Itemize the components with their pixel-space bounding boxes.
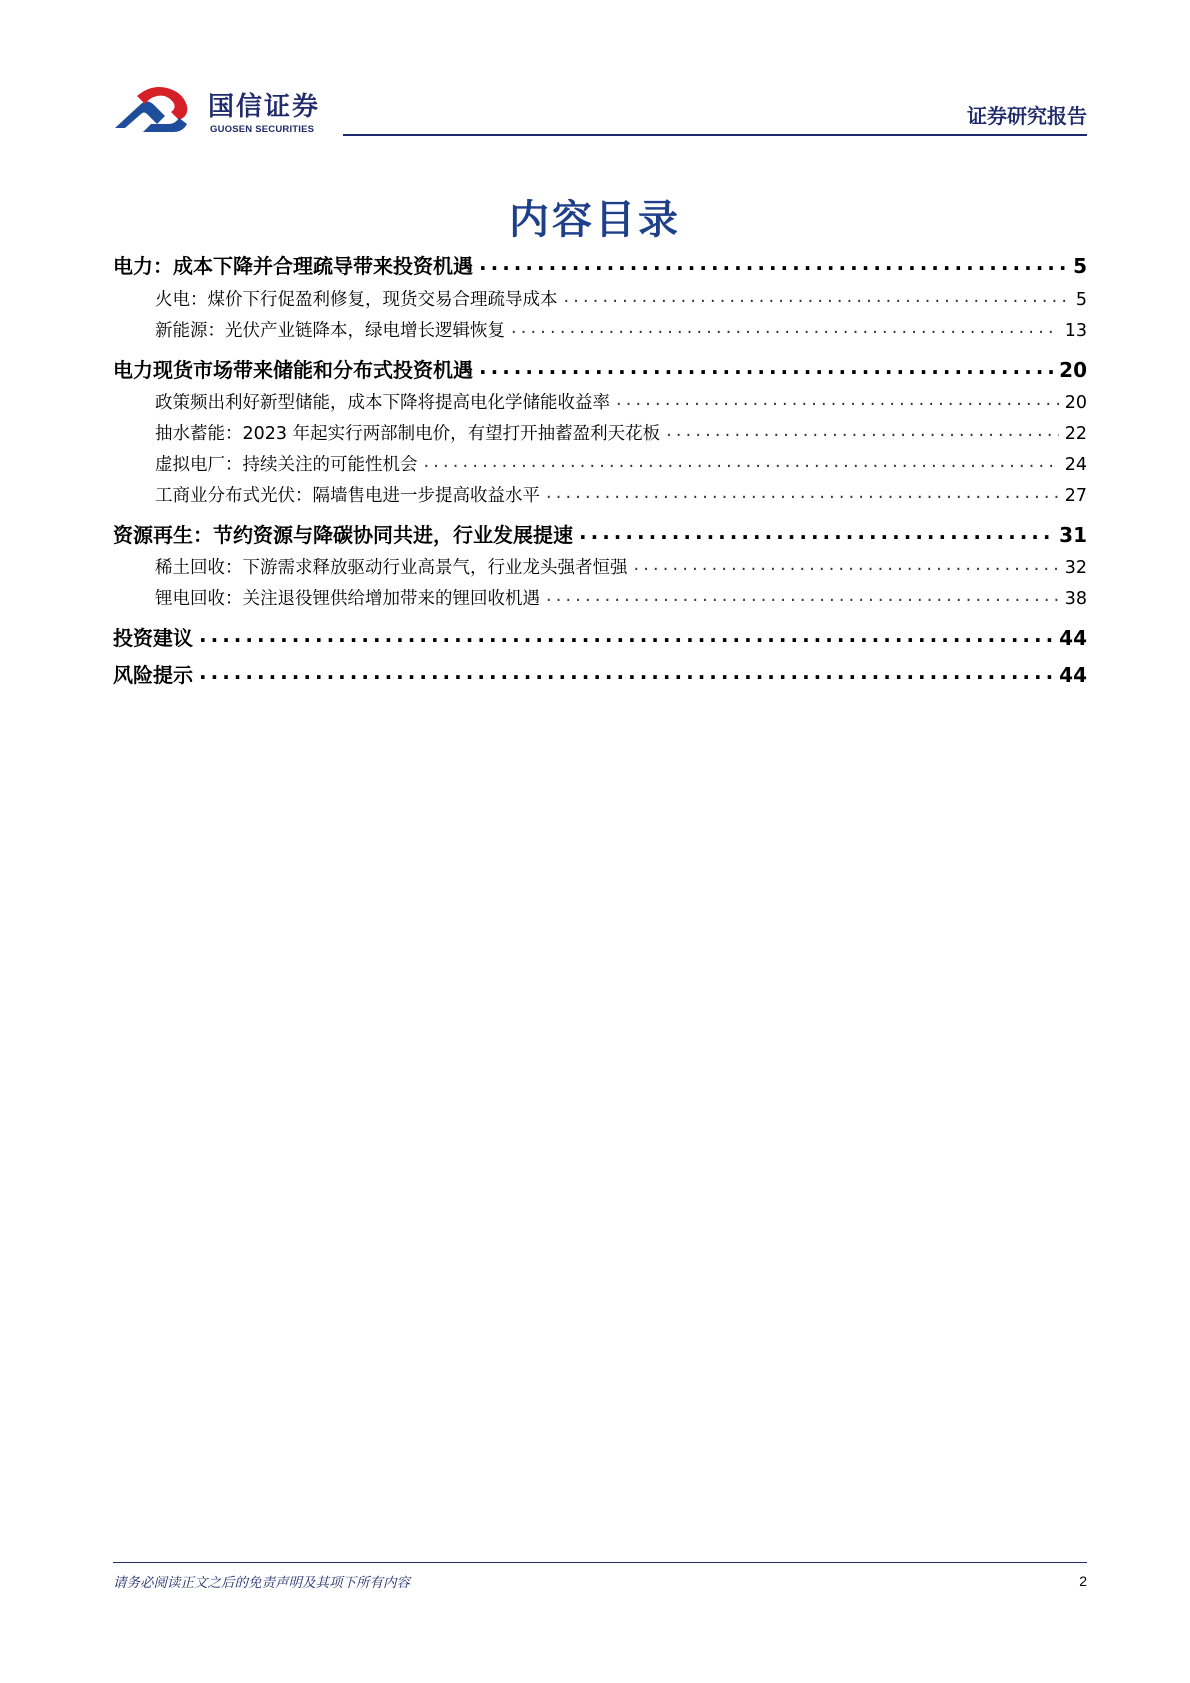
toc-entry-label: 新能源：光伏产业链降本，绿电增长逻辑恢复 [155, 321, 505, 341]
guosen-logo [113, 82, 328, 140]
toc-entry-subsection[interactable] [113, 451, 1087, 476]
toc-entry-label: 抽水蓄能：2023 年起实行两部制电价，有望打开抽蓄盈利天花板 [155, 424, 661, 444]
logo-chinese-text: 国信证券 [208, 92, 321, 122]
toc-entry-subsection[interactable] [113, 317, 1087, 342]
toc-dot-leader [616, 391, 1059, 409]
toc-entry-label: 政策频出利好新型储能，成本下降将提高电化学储能收益率 [155, 393, 610, 413]
toc-entry-section[interactable] [113, 622, 1087, 651]
toc-dot-leader [479, 253, 1067, 273]
toc-heading: 内容目录 [509, 197, 681, 243]
footer-divider [113, 1562, 1087, 1563]
toc-entry-label: 投资建议 [113, 626, 193, 650]
toc-entry-page-number: 5 [1073, 254, 1087, 278]
toc-entry-label: 工商业分布式光伏：隔墙售电进一步提高收益水平 [155, 486, 540, 506]
toc-dot-leader [479, 357, 1053, 377]
toc-entry-page-number: 24 [1064, 455, 1087, 475]
toc-entry-subsection[interactable] [113, 482, 1087, 507]
toc-entry-subsection[interactable] [113, 286, 1087, 311]
toc-entry-section[interactable] [113, 250, 1087, 279]
toc-entry-page-number: 20 [1064, 393, 1087, 413]
toc-entry-page-number: 44 [1059, 663, 1087, 687]
toc-entry-page-number: 38 [1064, 589, 1087, 609]
toc-entry-label: 资源再生：节约资源与降碳协同共进，行业发展提速 [113, 523, 573, 547]
toc-entry-label: 电力现货市场带来储能和分布式投资机遇 [113, 358, 473, 382]
toc-dot-leader [511, 319, 1059, 337]
toc-entry-page-number: 44 [1059, 626, 1087, 650]
toc-entry-subsection[interactable] [113, 420, 1087, 445]
document-type-label: 证券研究报告 [967, 104, 1087, 128]
footer-disclaimer: 请务必阅读正文之后的免责声明及其项下所有内容 [113, 1575, 410, 1591]
toc-entry-label: 虚拟电厂：持续关注的可能性机会 [155, 455, 418, 475]
toc-entry-page-number: 13 [1064, 321, 1087, 341]
toc-dot-leader [546, 484, 1059, 502]
toc-entry-label: 稀土回收：下游需求释放驱动行业高景气，行业龙头强者恒强 [155, 558, 628, 578]
toc-entry-section[interactable] [113, 659, 1087, 688]
toc-entry-subsection[interactable] [113, 389, 1087, 414]
toc-dot-leader [199, 625, 1053, 645]
toc-dot-leader [564, 288, 1070, 306]
toc-entry-page-number: 22 [1064, 424, 1087, 444]
toc-entry-page-number: 31 [1059, 523, 1087, 547]
toc-dot-leader [666, 422, 1059, 440]
toc-entry-page-number: 32 [1064, 558, 1087, 578]
footer-page-number: 2 [1079, 1573, 1087, 1589]
toc-entry-page-number: 5 [1075, 290, 1087, 310]
toc-entry-label: 电力：成本下降并合理疏导带来投资机遇 [113, 254, 473, 278]
toc-entry-section[interactable] [113, 519, 1087, 548]
toc-dot-leader [634, 556, 1059, 574]
toc-entry-label: 风险提示 [113, 663, 193, 687]
toc-dot-leader [579, 522, 1053, 542]
toc-entry-label: 火电：煤价下行促盈利修复，现货交易合理疏导成本 [155, 290, 558, 310]
toc-dot-leader [199, 662, 1053, 682]
toc-entry-subsection[interactable] [113, 554, 1087, 579]
toc-entry-page-number: 27 [1064, 486, 1087, 506]
toc-entry-section[interactable] [113, 354, 1087, 383]
toc-dot-leader [546, 587, 1059, 605]
logo-english-text: GUOSEN SECURITIES [210, 124, 315, 135]
toc-entry-subsection[interactable] [113, 585, 1087, 610]
header-divider [343, 134, 1087, 136]
guosen-logo-icon [113, 82, 205, 140]
toc-entry-label: 锂电回收：关注退役锂供给增加带来的锂回收机遇 [155, 589, 540, 609]
toc-entry-page-number: 20 [1059, 358, 1087, 382]
toc-dot-leader [424, 453, 1059, 471]
